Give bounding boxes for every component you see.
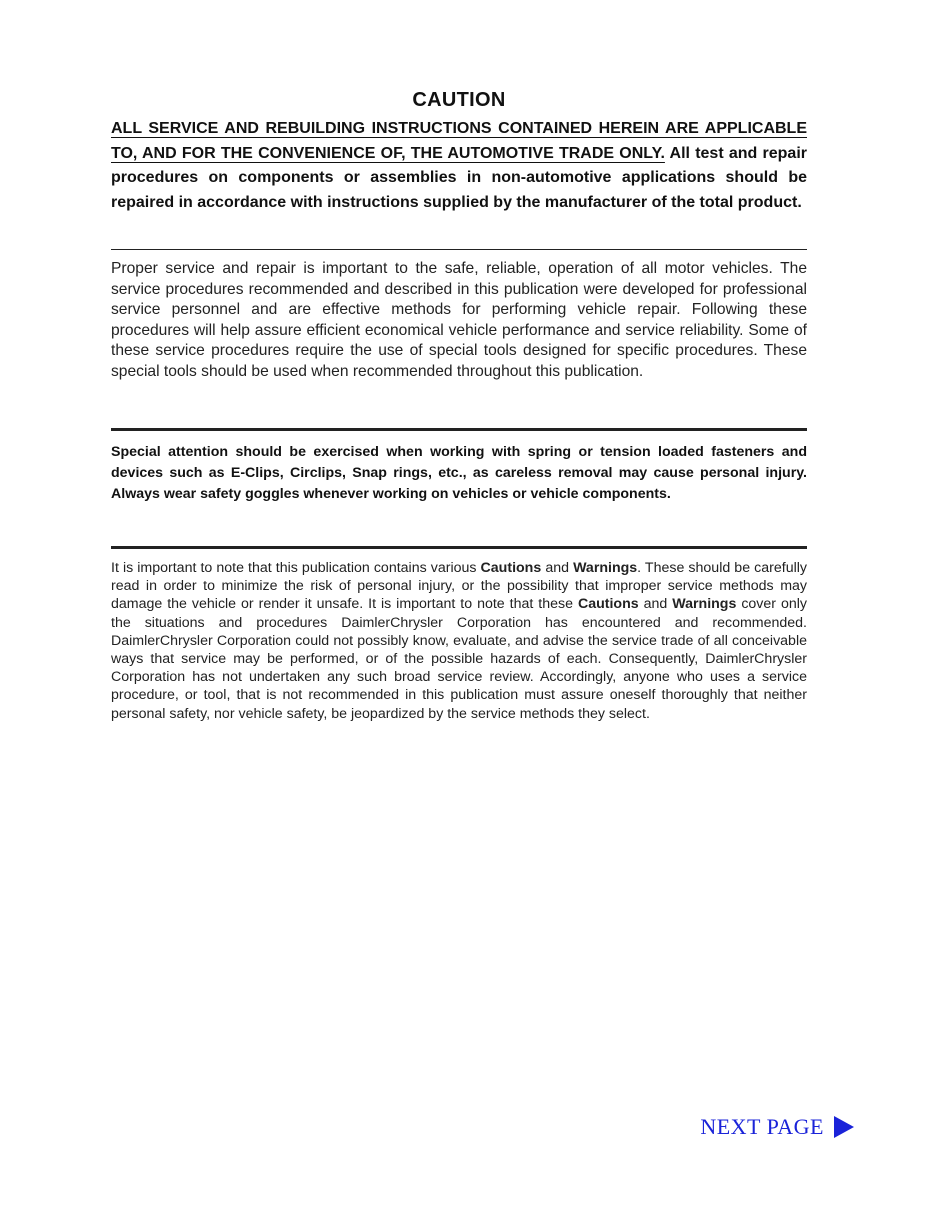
divider-thick xyxy=(111,546,807,549)
caution-underlined-text: ALL SERVICE AND REBUILDING INSTRUCTIONS CONTAINED HEREIN ARE APPLICABLE TO, AND FOR THE CONVENIENCE OF, THE AUTOMOTIVE TRADE ONLY. xyxy=(111,120,807,162)
paragraph-text: and xyxy=(541,560,574,576)
page-title: CAUTION xyxy=(412,89,506,111)
next-page-label: NEXT PAGE xyxy=(700,1114,824,1139)
special-attention-paragraph: Special attention should be exercised when working with spring or tension loaded fasteners and devices such as E-Clips, Circlips, Snap rings, etc., as careless removal may cause personal injury. Always wear safety goggles whenever working on vehicles or vehicle components. xyxy=(111,444,807,502)
right-triangle-arrow-icon xyxy=(834,1116,854,1138)
caution-statement xyxy=(111,117,807,215)
service-repair-paragraph: Proper service and repair is important to the safe, reliable, operation of all motor vehicles. The service procedures recommended and described in this publication were developed for professional service personnel and are effective methods for performing vehicle repair. Following these procedures will help assure efficient economical vehicle performance and service reliability. Some of these service procedures require the use of special tools designed for specific procedures. These special tools should be used when recommended throughout this publication. xyxy=(111,260,807,380)
paragraph-text: It is important to note that this publication contains various xyxy=(111,560,481,576)
warnings-term: Warnings xyxy=(573,560,638,576)
divider xyxy=(111,249,807,250)
warnings-term: Warnings xyxy=(672,596,737,613)
cautions-term: Cautions xyxy=(577,596,639,613)
next-page-link[interactable] xyxy=(700,1114,854,1140)
paragraph-text: and xyxy=(638,596,673,613)
divider-thick xyxy=(111,428,807,431)
caution-body-text: All test and repair procedures on components or assemblies in non-automotive applications should be repaired in accordance with instructions supplied by the manufacturer of the total product. xyxy=(111,144,807,211)
paragraph-text: cover only the situations and procedures DaimlerChrysler Corporation has encountered and recommended. DaimlerChrysler Corporation could not possibly know, evaluate, and advise the service trade of all conceivable ways that service may be performed, or of the possible hazards of each. Consequently, DaimlerChrysler Corporation has not undertaken any such broad service review. Accordingly, anyone who uses a service procedure, or tool, that is not recommended in this publication must assure oneself thoroughly that neither personal safety, nor vehicle safety, be jeopardized by the service methods they select. xyxy=(111,596,807,722)
cautions-term: Cautions xyxy=(480,560,542,576)
cautions-warnings-paragraph xyxy=(111,559,807,723)
paragraph-text: . These should be carefully read in order to minimize the risk of personal injury, or the possibility that improper service methods may damage the vehicle or render it unsafe. It is important to note that these xyxy=(111,560,807,613)
